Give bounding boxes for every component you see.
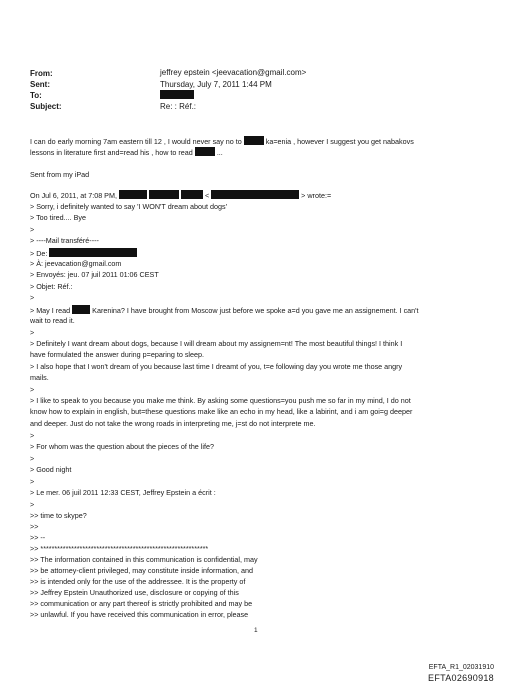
body-line: >> [30, 522, 39, 531]
body-line: > [30, 225, 35, 234]
body-text: ... [216, 148, 223, 157]
body-text: < [204, 191, 210, 200]
body-line: > [30, 454, 35, 463]
redaction-box [195, 147, 215, 156]
body-line: > Good night [30, 465, 72, 474]
body-line: and deeper. Just do not take the wrong roads in interpreting me, j=st do not interprete me. [30, 419, 316, 428]
body-line: > [30, 385, 35, 394]
redaction-box [211, 190, 299, 199]
body-text: I can do early morning 7am eastern till 12 , I would never say no to [30, 137, 242, 146]
to-label: To: [30, 91, 42, 100]
body-line: > For whom was the question about the pieces of the life? [30, 442, 214, 451]
body-line: > Objet: Réf.: [30, 282, 73, 291]
body-line: > Too tired.... Bye [30, 213, 86, 222]
body-line: >> Jeffrey Epstein Unauthorized use, disclosure or copying of this [30, 588, 239, 597]
body-line: > À: jeevacation@gmail.com [30, 259, 122, 268]
redaction-box [244, 136, 264, 145]
redaction-box [49, 248, 137, 257]
footer-bates-number: EFTA02690918 [428, 673, 494, 683]
body-line [30, 248, 137, 258]
footer-doc-id: EFTA_R1_02031910 [428, 664, 494, 671]
body-line: > [30, 328, 35, 337]
body-line: wait to read it. [30, 316, 75, 325]
body-line: >> is intended only for the use of the addressee. It is the property of [30, 577, 246, 586]
body-line: mails. [30, 373, 49, 382]
redaction-box [149, 190, 179, 199]
body-line: know how to explain in english, but=these questions make like an echo in my head, like a labirint, and i am goi=g deeper [30, 407, 413, 416]
body-line: Sent from my iPad [30, 170, 90, 179]
body-line: > Le mer. 06 juil 2011 12:33 CEST, Jeffrey Epstein a écrit : [30, 488, 216, 497]
body-line: > [30, 477, 35, 486]
subject-label: Subject: [30, 102, 62, 111]
body-line: >> The information contained in this communication is confidential, may [30, 555, 258, 564]
body-line: >> ************************************************************ [30, 544, 209, 553]
redaction-box [72, 305, 90, 314]
body-line: >> be attorney-client privileged, may constitute inside information, and [30, 566, 253, 575]
subject-value: Re: : Réf.: [160, 102, 197, 111]
body-line: > [30, 431, 35, 440]
sent-value: Thursday, July 7, 2011 1:44 PM [160, 80, 272, 89]
from-label: From: [30, 69, 53, 78]
body-text: > De: [30, 249, 48, 258]
from-value: jeffrey epstein <jeevacation@gmail.com> [160, 68, 307, 77]
body-text: ka=enia , however I suggest you get nabakovs [265, 137, 414, 146]
body-line: > ----Mail transféré---- [30, 236, 99, 245]
body-line [30, 190, 331, 200]
body-line: >> communication or any part thereof is strictly prohibited and may be [30, 599, 253, 608]
body-line: >> -- [30, 533, 46, 542]
to-value [160, 90, 194, 100]
body-line: > [30, 500, 35, 509]
body-line: >> time to skype? [30, 511, 87, 520]
redaction-box [181, 190, 203, 199]
body-line [30, 305, 419, 315]
redaction-box [160, 90, 194, 99]
body-line: > I like to speak to you because you make me think. By asking some questions=you push me so far in my mind, I do not [30, 396, 411, 405]
body-line: >> unlawful. If you have received this communication in error, please [30, 610, 249, 619]
redaction-box [119, 190, 147, 199]
body-line: have formulated the answer during p=eparing to sleep. [30, 350, 205, 359]
body-line: > Sorry, i definitely wanted to say 'I WON'T dream about dogs' [30, 202, 228, 211]
body-line: > Definitely I want dream about dogs, because I will dream about my assignem=nt! The most beautiful things! I think I [30, 339, 403, 348]
sent-label: Sent: [30, 80, 50, 89]
body-line [30, 136, 414, 146]
body-text: On Jul 6, 2011, at 7:08 PM, [30, 191, 117, 200]
page-number: 1 [254, 627, 258, 634]
body-line: > Envoyés: jeu. 07 juil 2011 01:06 CEST [30, 270, 159, 279]
body-line [30, 147, 223, 157]
body-text: > wrote:= [301, 191, 332, 200]
body-line: > I also hope that I won't dream of you because last time I dreamt of you, t=e following day you wrote me those angry [30, 362, 403, 371]
body-text: Karenina? I have brought from Moscow just before we spoke a=d you gave me an assignement. I can't [92, 306, 419, 315]
body-line: > [30, 293, 35, 302]
body-text: > May I read [30, 306, 71, 315]
body-text: lessons in literature first and=read his , how to read [30, 148, 193, 157]
